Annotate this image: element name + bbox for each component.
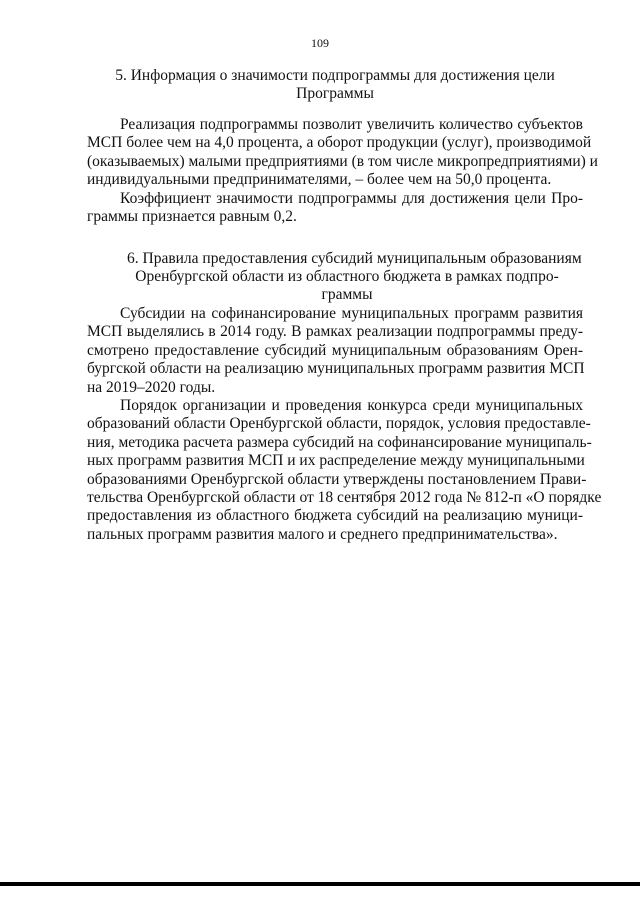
text-line: Субсидии на софинансирование муниципальных программ развития — [120, 305, 583, 322]
section-6-heading — [87, 250, 607, 304]
text-line: ния, методика расчета размера субсидий на софинансирование муниципаль- — [87, 433, 592, 451]
text-line: Коэффициент значимости подпрограммы для достижения цели Про- — [120, 189, 583, 207]
text-line: (оказываемых) малыми предприятиями (в том числе микропредприятиями) и — [87, 152, 598, 170]
text-line: образованиями Оренбургской области утверждены постановлением Прави- — [87, 470, 587, 488]
page-number: 109 — [311, 36, 329, 50]
text-line: пальных программ развития малого и среднего предпринимательства». — [87, 525, 558, 543]
text-line: предоставления из областного бюджета субсидий на реализацию муници- — [87, 507, 583, 525]
paragraph — [87, 190, 583, 227]
text-line: граммы признается равным 0,2. — [87, 208, 297, 226]
text-line: Реализация подпрограммы позволит увеличить количество субъектов — [120, 116, 583, 133]
text-line: бургской области на реализацию муниципальных программ развития МСП — [87, 360, 585, 378]
heading-line: 5. Информация о значимости подпрограммы для достижения цели — [115, 67, 555, 84]
section-5-body — [87, 116, 598, 226]
heading-line: 6. Правила предоставления субсидий муниципальным образованиям — [127, 250, 582, 267]
heading-line: граммы — [321, 286, 373, 303]
text-line: смотрено предоставление субсидий муниципальным образованиям Орен- — [87, 341, 583, 359]
text-line: МСП более чем на 4,0 процента, а оборот продукции (услуг), производимой — [87, 134, 592, 152]
scan-bottom-edge — [0, 882, 640, 886]
text-line: образований области Оренбургской области, порядок, условия предоставле- — [87, 415, 591, 433]
text-line: ных программ развития МСП и их распределение между муниципальными — [87, 452, 585, 470]
text-line: тельства Оренбургской области от 18 сентября 2012 года № 812-п «О порядке — [87, 489, 602, 507]
text-line: индивидуальными предпринимателями, – более чем на 50,0 процента. — [87, 171, 552, 189]
paragraph — [87, 397, 602, 544]
text-line: МСП выделялись в 2014 году. В рамках реализации подпрограммы преду- — [87, 323, 583, 341]
heading-line: Оренбургской области из областного бюджета в рамках подпро- — [135, 268, 559, 285]
section-5-heading — [87, 67, 583, 103]
heading-line: Программы — [296, 85, 374, 102]
paragraph — [87, 305, 583, 397]
paragraph — [87, 116, 598, 190]
section-6-body — [87, 305, 602, 544]
text-line: Порядок организации и проведения конкурса среди муниципальных — [120, 397, 583, 415]
text-line: на 2019–2020 годы. — [87, 378, 216, 396]
